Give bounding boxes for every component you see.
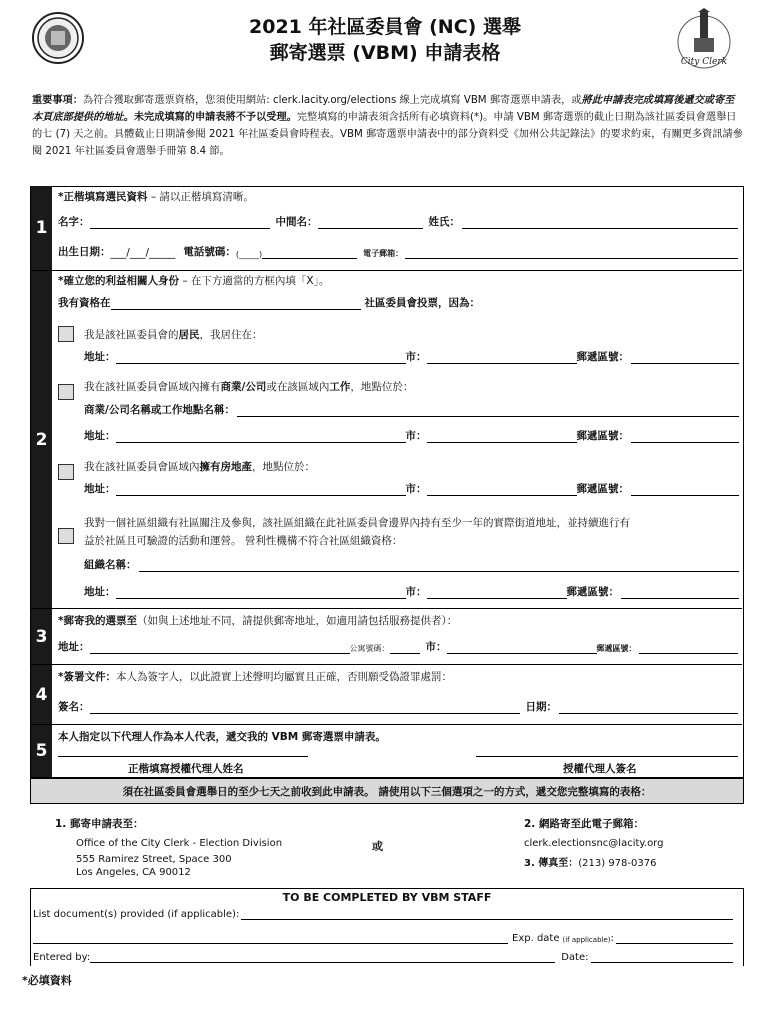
org-zip-field[interactable] [621, 587, 739, 599]
neighborhood-council-field[interactable] [111, 298, 361, 310]
section-number: 2 [31, 271, 52, 609]
mailing-address-field[interactable] [90, 642, 350, 654]
mailing-zip-field[interactable] [639, 642, 739, 654]
resident-address-field[interactable] [116, 352, 406, 364]
business-checkbox[interactable] [58, 384, 74, 400]
documents-field[interactable] [241, 908, 733, 920]
org-name-field[interactable] [139, 560, 740, 572]
section-number: 1 [31, 186, 52, 270]
resident-checkbox[interactable] [58, 326, 74, 342]
community-org-checkbox[interactable] [58, 528, 74, 544]
submission-banner: 須在社區委員會選舉日的至少七天之前收到此申請表。 請使用以下三個選項之一的方式，遞交您完整填寫的表格： [30, 778, 744, 804]
org-address-field[interactable] [116, 587, 406, 599]
option-email-heading: 2. 網路寄至此電子郵箱： [524, 818, 644, 830]
agent-name-field[interactable] [58, 745, 308, 757]
section-stakeholder: 2 *確立您的利益相關人身份 – 在下方適當的方框內填「X」。 我有資格在 社區委員會投票，因為： 我是該社區委員會的居民，我居住在： 地址： 市： 郵遞區號： 我在該社區委員會區域內擁有商業/公司或在該區域內工作，地點位於： 商業/公司名稱或工作地點名稱： 地址： 市： 郵遞區號： 我在該社區委員會區域內擁有房地產，地點位於： 地址： 市： 郵遞區號： 我對一個社區組織有社區關注及參與，該社區組織在此社區委員會邊界內持有至少一年的實際街道地址，並持續進行有 益於社區且可驗證的活動和運營。 營利性機構不符合社區組織資格： 組織名稱： 地址： 市： 郵遞區號： [31, 270, 742, 609]
section-number: 3 [31, 609, 52, 665]
signature-field[interactable] [90, 702, 520, 714]
email-field[interactable] [405, 247, 738, 259]
agent-signature-field[interactable] [476, 745, 738, 757]
required-note: *必填資料 [22, 974, 72, 987]
important-notice: 重要事項：為符合獲取郵寄選票資格，您須使用網站: clerk.lacity.org/elections 線上完成填寫 VBM 郵寄選票申請表，或將此申請表完成填寫後遞交或寄至本頁底部提供的地址。未完成填寫的申請表將不予以受理。完整填寫的申請表須含括所有必填資料(*)。申請 VBM 郵寄選票的截止日期為該社區委員會選舉日的七 (7) 天之前。具體截止日期請參閱 2021 年社區委員會時程表。VBM 郵寄選票申請表中的部分資料受《加州公共記錄法》的要求約束，有關更多資訊請參閱 2021 年社區委員會選舉手冊第 8.4 節。 [32, 95, 743, 157]
middle-name-field[interactable] [318, 217, 423, 229]
property-checkbox[interactable] [58, 464, 74, 480]
dob-field[interactable]: ___/___/_____ [110, 246, 176, 259]
property-zip-field[interactable] [631, 484, 739, 496]
staff-section: TO BE COMPLETED BY VBM STAFF List document(s) provided (if applicable): Exp. date (if applicable) : Entered by: Date: [30, 888, 744, 966]
mail-address-line: Office of the City Clerk - Election Division [76, 838, 283, 849]
last-name-field[interactable] [462, 217, 738, 229]
apt-field[interactable] [390, 642, 420, 654]
section-agent: 5 本人指定以下代理人作為本人代表，遞交我的 VBM 郵寄選票申請表。 正楷填寫授權代理人姓名 授權代理人簽名 [31, 724, 742, 777]
exp-date-field[interactable] [616, 932, 733, 944]
entered-by-field[interactable] [90, 951, 555, 963]
application-form [30, 186, 744, 778]
section-signature: 4 *簽署文件：本人為簽字人，以此證實上述聲明均屬實且正確，否則願受偽證罪處罰： 簽名： 日期： [31, 664, 742, 725]
mail-address-line: 555 Ramirez Street, Space 300 [76, 854, 232, 865]
section-number: 5 [31, 725, 52, 777]
page-title: 2021 年社區委員會 (NC) 選舉 郵寄選票 (VBM) 申請表格 [249, 16, 521, 64]
staff-date-field[interactable] [591, 951, 734, 963]
city-clerk-logo-text: City Clerk [680, 57, 728, 67]
section-voter-info: 1 *正楷填寫選民資料 – 請以正楷填寫清晰。 名字： 中間名： 姓氏： 出生日期： ___/___/_____ 電話號碼： (_____) 電子郵箱： [31, 186, 742, 270]
property-address-field[interactable] [116, 484, 406, 496]
business-city-field[interactable] [427, 431, 577, 443]
business-address-field[interactable] [116, 431, 406, 443]
resident-city-field[interactable] [427, 352, 577, 364]
business-name-field[interactable] [237, 405, 739, 417]
email-address-link[interactable]: clerk.electionsnc@lacity.org [524, 838, 664, 849]
signature-date-field[interactable] [559, 702, 738, 714]
option-fax: 3. 傳真至：(213) 978-0376 [524, 858, 657, 869]
staff-title: TO BE COMPLETED BY VBM STAFF [282, 891, 492, 904]
first-name-field[interactable] [90, 217, 270, 229]
section-number: 4 [31, 665, 52, 725]
option-mail-heading: 1. 郵寄申請表至： [55, 818, 144, 830]
mail-address-line: Los Angeles, CA 90012 [76, 867, 191, 878]
phone-field[interactable] [262, 247, 357, 259]
mailing-city-field[interactable] [447, 642, 597, 654]
section-mail-ballot: 3 *郵寄我的選票至（如與上述地址不同，請提供郵寄地址，如適用請包括服務提供者）： 地址： 公寓號碼： 市： 郵遞區號： [31, 608, 742, 665]
documents-field-2[interactable] [33, 932, 508, 944]
business-zip-field[interactable] [631, 431, 739, 443]
resident-zip-field[interactable] [631, 352, 739, 364]
or-label: 或 [372, 840, 383, 853]
org-city-field[interactable] [427, 587, 567, 599]
property-city-field[interactable] [427, 484, 577, 496]
